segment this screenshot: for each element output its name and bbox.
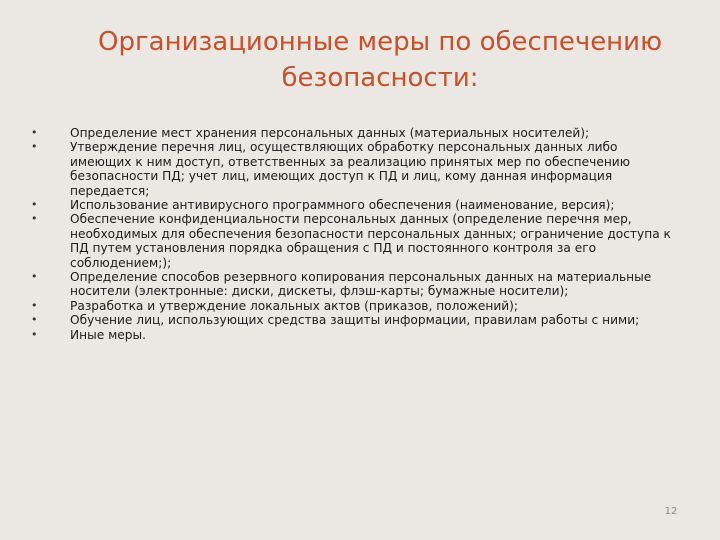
bullet-text: Определение мест хранения персональных данных (материальных носителей); [70,126,590,140]
bullet-icon: • [31,212,38,226]
slide-title [90,24,670,96]
bullet-item [0,313,720,327]
bullet-item [0,198,720,212]
page-number: 12 [664,506,678,517]
bullet-icon: • [31,126,38,139]
slide-title-line-1: Организационные меры по обеспечению [98,27,662,57]
bullet-text: Использование антивирусного программного обеспечения (наименование, версия); [70,198,615,213]
bullet-text: Утверждение перечня лиц, осуществляющих обработку персональных данных либо имеющих к ним доступ, ответственных за реализацию принятых мер по обеспечению безопасности ПД; учет лиц, имеющих доступ к ПД и лиц, кому данная информация передается; [70,140,630,198]
bullet-text: Иные меры. [70,327,147,342]
bullet-item [0,270,720,299]
bullet-text: Разработка и утверждение локальных актов (приказов, положений); [70,298,519,313]
bullet-item [0,140,720,198]
bullet-item [0,299,720,313]
bullet-item [0,212,720,270]
bullet-icon: • [31,140,38,154]
bullet-item [0,126,720,140]
bullet-icon: • [31,298,38,312]
bullet-icon: • [31,270,38,284]
bullet-text: Обучение лиц, использующих средства защиты информации, правилам работы с ними; [70,313,640,328]
slide-title-line-2: безопасности: [281,63,479,93]
bullet-icon: • [31,327,38,341]
bullet-icon: • [31,198,38,212]
bullet-text: Обеспечение конфиденциальности персональных данных (определение перечня мер, необходимых для обеспечения безопасности персональных данных; ограничение доступа к ПД путем установления порядка обращения с ПД и постоянного контроля за его соблюдением;); [70,212,671,270]
bullet-text: Определение способов резервного копирования персональных данных на материальные носители (электронные: диски, дискеты, флэш-карты; бумажные носители); [70,270,652,299]
bullet-icon: • [31,313,38,327]
bullet-item [0,328,720,342]
bullet-list [0,126,720,342]
slide-content [0,126,720,342]
